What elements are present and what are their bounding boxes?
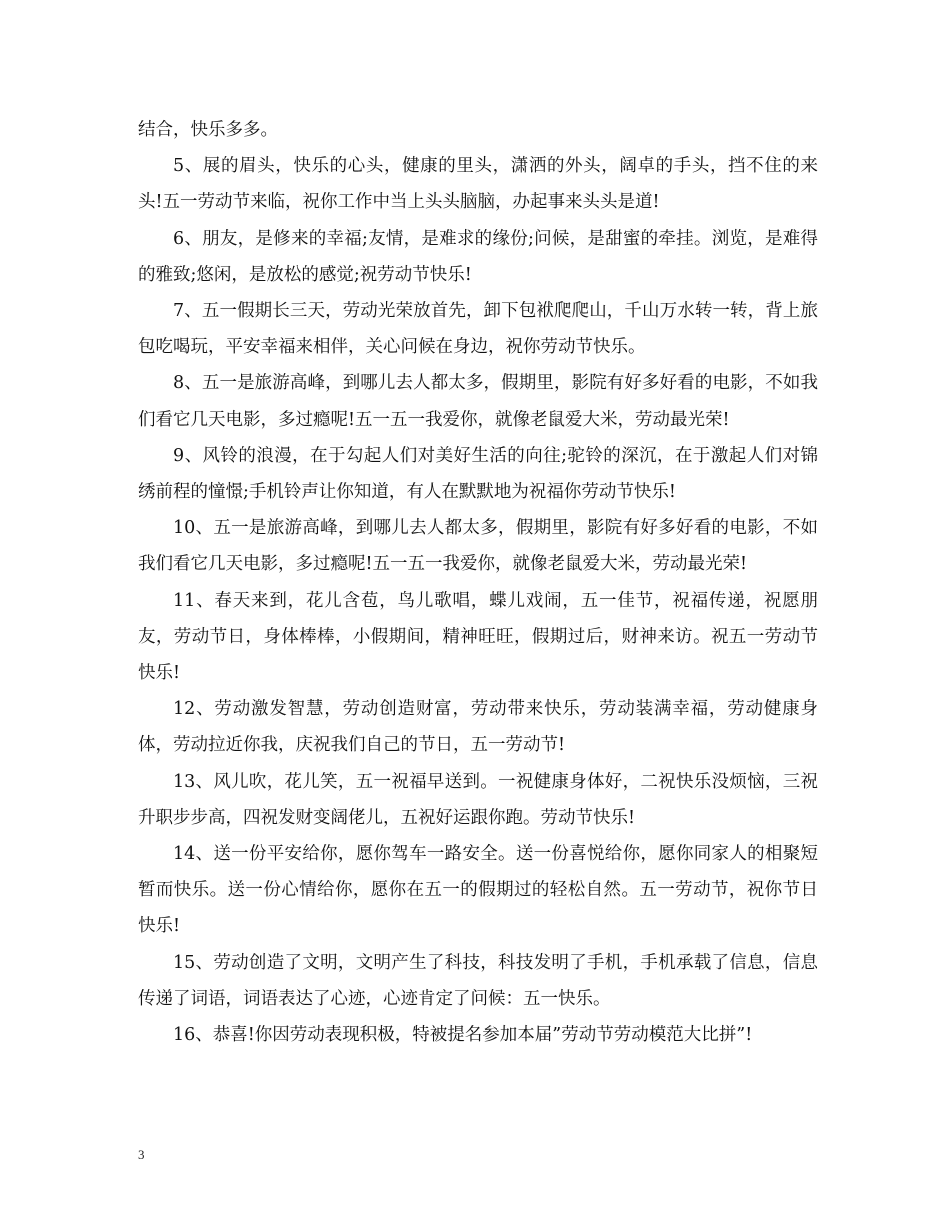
paragraph-item-5: 5、展的眉头，快乐的心头，健康的里头，潇洒的外头，阔卓的手头，挡不住的来头!五一劳动节来临，祝你工作中当上头头脑脑，办起事来头头是道! <box>138 156 818 213</box>
paragraph-item-12: 12、劳动激发智慧，劳动创造财富，劳动带来快乐，劳动装满幸福，劳动健康身体，劳动拉近你我，庆祝我们自己的节日，五一劳动节! <box>138 699 818 756</box>
paragraph-item-10: 10、五一是旅游高峰，到哪儿去人都太多，假期里，影院有好多好看的电影，不如我们看它几天电影，多过瘾呢!五一五一我爱你，就像老鼠爱大米，劳动最光荣! <box>138 518 818 575</box>
paragraph-item-11: 11、春天来到，花儿含苞，鸟儿歌唱，蝶儿戏闹，五一佳节，祝福传递，祝愿朋友，劳动节日，身体棒棒，小假期间，精神旺旺，假期过后，财神来访。祝五一劳动节快乐! <box>138 590 818 684</box>
page-number: 3 <box>138 1147 145 1162</box>
paragraph-item-9: 9、风铃的浪漫，在于勾起人们对美好生活的向往;驼铃的深沉，在于激起人们对锦绣前程的憧憬;手机铃声让你知道，有人在默默地为祝福你劳动节快乐! <box>138 445 818 503</box>
paragraph-item-6: 6、朋友，是修来的幸福;友情，是难求的缘份;问候，是甜蜜的牵挂。浏览，是难得的雅致;悠闲，是放松的感觉;祝劳动节快乐! <box>138 228 818 285</box>
paragraph-item-8: 8、五一是旅游高峰，到哪儿去人都太多，假期里，影院有好多好看的电影，不如我们看它几天电影，多过瘾呢!五一五一我爱你，就像老鼠爱大米，劳动最光荣! <box>138 373 818 430</box>
paragraph-item-15: 15、劳动创造了文明，文明产生了科技，科技发明了手机，手机承载了信息，信息传递了词语，词语表达了心迹，心迹肯定了问候：五一快乐。 <box>138 952 818 1009</box>
paragraph-item-14: 14、送一份平安给你，愿你驾车一路安全。送一份喜悦给你，愿你同家人的相聚短暂而快乐。送一份心情给你，愿你在五一的假期过的轻松自然。五一劳动节，祝你节日快乐! <box>138 844 818 937</box>
paragraph-item-13: 13、风儿吹，花儿笑，五一祝福早送到。一祝健康身体好，二祝快乐没烦恼，三祝升职步步高，四祝发财变阔佬儿，五祝好运跟你跑。劳动节快乐! <box>138 771 818 828</box>
paragraph-continuation: 结合，快乐多多。 <box>138 120 278 140</box>
paragraph-item-7: 7、五一假期长三天，劳动光荣放首先，卸下包袱爬爬山，千山万水转一转，背上旅包吃喝玩，平安幸福来相伴，关心问候在身边，祝你劳动节快乐。 <box>138 301 818 358</box>
document-body <box>138 112 818 1053</box>
paragraph-item-16: 16、恭喜!你因劳动表现积极，特被提名参加本届”劳动节劳动模范大比拼”! <box>173 1025 753 1046</box>
